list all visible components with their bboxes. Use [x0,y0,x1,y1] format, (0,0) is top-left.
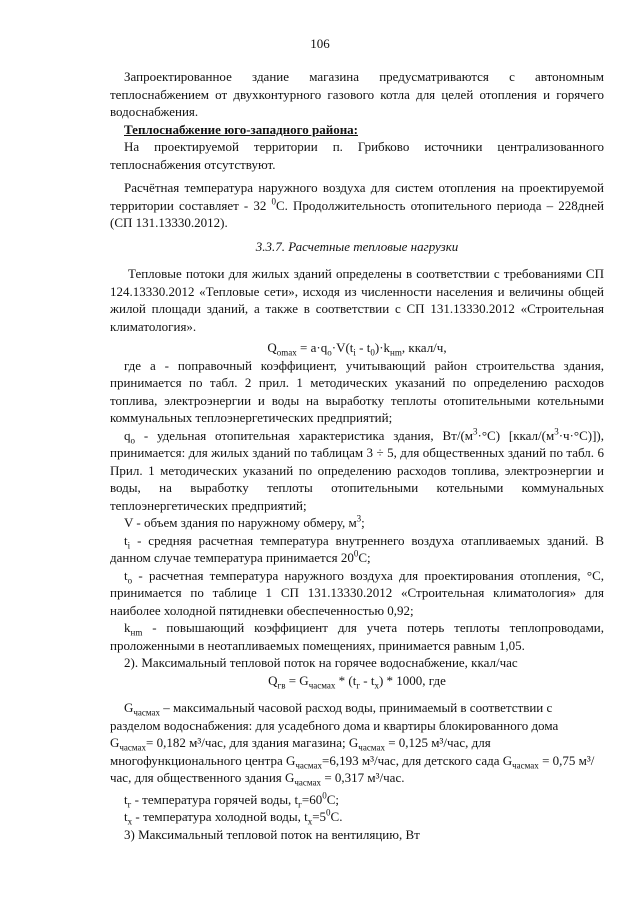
paragraph-knm: $k_{нm}$ - повышающий коэффициент для учета потерь теплоты теплопроводами, проложенными в неотапливаемых помещениях, принимается равным 1,05. [110,620,605,653]
page-number: 106 [310,36,330,51]
paragraph-gmax: $G_{часмах}$ – максимальный часовой расход воды, принимаемый в соответствии с разделом водоснабжения: для усадебного дома и квартиры блокированного дома $G_{часмах}= 0,182$ м³/час, для здания магазина; $G_{часмах} = 0,125$ м³/час, для многофункционального центра $G_{часмах}=6,193$ м³/час, для детского сада $G_{часмах} = 0,75$ м³/час, для общественного здания $G_{часмах} = 0,317$ м³/час. [110,700,595,788]
formula-hot-water: $Q_{гв} = G_{часмах} * (t_г - t_х) * 1000$, где [268,672,446,691]
body-text [110,68,604,843]
paragraph-ventilation-title: 3) Максимальный тепловой поток на вентиляцию, Вт [124,826,420,842]
formula-heating-load: $Q_{omax} = a\cdot q_o\cdot V(t_i - t_0)\cdot k_{нm}$, ккал/ч, [267,340,447,358]
section-title: 3.3.7. Расчетные тепловые нагрузки [255,238,459,254]
paragraph-hot-water-title: 2). Максимальный тепловой поток на горячее водоснабжение, ккал/час [124,655,518,670]
paragraph-outer-temp: $t_o$ - расчетная температура наружного воздуха для проектирования отопления, °С, принимается по таблице 1 СП 131.13330.2012 «Строительная климатология» для наиболее холодной пятидневки обеспеченностью 0,92; [110,567,604,618]
paragraph-volume: V - объем здания по наружному обмеру, $м^3$; [124,513,365,530]
paragraph-design-temperature: Расчётная температура наружного воздуха для систем отопления на проектируемой территории составляет - 32 $^0$C. Продолжительность отопительного периода – 228дней (СП 131.13330.2012). [110,180,604,230]
heading-southwest-district: Теплоснабжение юго-западного района: [124,121,359,137]
paragraph-inner-temp: $t_i$ - средняя расчетная температура внутреннего воздуха отапливаемых зданий. В данном случае температура принимается $20^0C$; [110,532,604,565]
paragraph-where-a: где а - поправочный коэффициент, учитывающий район строительства здания, принимается по табл. 2 прил. 1 методических указаний по определению расходов топлива, электроэнергии и воды на выработку теплоты отопительными котельными коммунальных теплоэнергетических предприятий; [110,357,604,425]
paragraph-heat-flows: Тепловые потоки для жилых зданий определены в соответствии с требованиями СП 124.13330.2012 «Тепловые сети», исходя из численности населения и величины общей жилой площади зданий, а также в соответствии с СП 131.13330.2012 «Строительная климатология». [110,266,604,334]
paragraph-no-central-heating: На проектируемой территории п. Грибково источники централизованного теплоснабжения отсутствуют. [110,139,604,172]
paragraph-cold-water-temp: $t_х$ - температура холодной воды, $t_х=5^0C$. [124,807,343,827]
paragraph-hot-water-temp: $t_г$ - температура горячей воды, $t_г=60^0C$; [124,790,340,810]
paragraph-q0: $q_o$ - удельная отопительная характеристика здания, $Вт/(м^3\cdot^\circ С)$ $[ккал/(м^3\cdot ч\cdot^\circ С)]$), принимается: для жилых зданий по таблицам 3 ÷ 5, для общественных зданий по табл. 6 Прил. 1 методических указаний по определению расходов топлива, электроэнергии и воды, на выработку теплоты отопительными котельными коммунальных теплоэнергетических предприятий; [110,426,605,513]
paragraph-intro: Запроектированное здание магазина предусматриваются с автономным теплоснабжением от двухконтурного газового котла для целей отопления и горячего водоснабжения. [110,69,604,119]
